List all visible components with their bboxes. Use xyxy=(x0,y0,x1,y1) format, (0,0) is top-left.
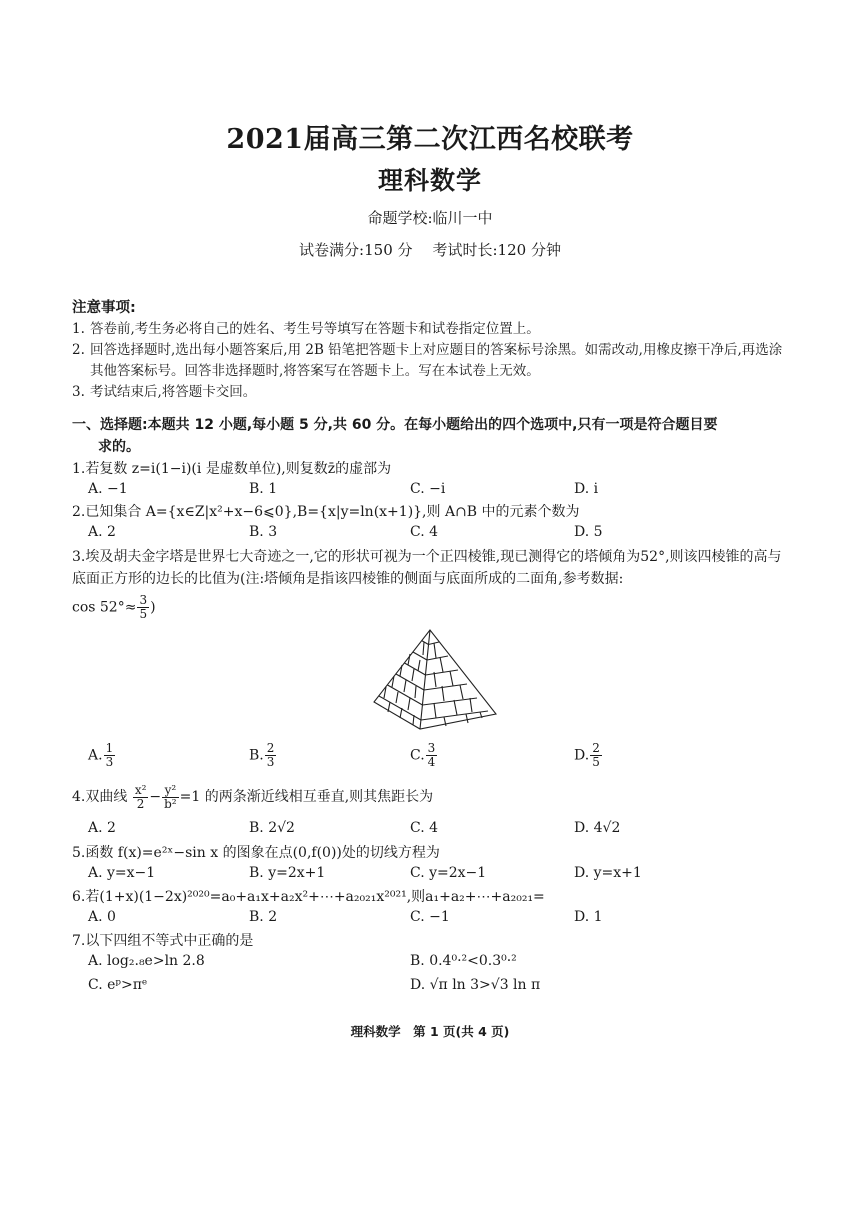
question-4-options xyxy=(88,820,788,840)
option-b: B. 0.4⁰·²<0.3⁰·² xyxy=(410,953,517,969)
question-7-options-row2 xyxy=(88,977,788,997)
option-c: C. 4 xyxy=(410,820,439,836)
option-b: B. 2 xyxy=(249,909,278,925)
question-6-stem: 6.若(1+x)(1−2x)²⁰²⁰=a₀+a₁x+a₂x²+⋯+a₂₀₂₁x²⁰²¹,则a₁+a₂+⋯+a₂₀₂₁= xyxy=(72,889,545,905)
exam-info-line xyxy=(0,239,860,260)
option-a: A. log₂.₈e>ln 2.8 xyxy=(88,953,205,969)
question-5-options xyxy=(88,865,788,885)
option-c: C. eᵖ>πᵉ xyxy=(88,977,148,993)
note-item: 2. 回答选择题时,选出每小题答案后,用 2B 铅笔把答题卡上对应题目的答案标号涂黑。如需改动,用橡皮擦干净后,再选涂其他答案标号。回答非选择题时,将答案写在答题卡上。写在本试卷上无效。 xyxy=(72,342,783,379)
option-a: A. 0 xyxy=(88,909,116,925)
option-b: B. $\frac{2}{3}$ xyxy=(249,741,275,769)
option-a: A. $\frac{1}{3}$ xyxy=(88,741,114,769)
question-6-options xyxy=(88,909,788,929)
question-2-stem: 2.已知集合 A={x∈Z|x²+x−6⩽0},B={x|y=ln(x+1)},则 A∩B 中的元素个数为 xyxy=(72,504,580,520)
hyperbola-y-term: $\frac{\text{y²}}{\text{b²}}$ xyxy=(164,782,177,811)
question-7-stem: 7.以下四组不等式中正确的是 xyxy=(72,933,254,949)
option-d: D. $\frac{2}{5}$ xyxy=(574,741,600,769)
option-b: B. 2√2 xyxy=(249,820,295,836)
option-b: B. y=2x+1 xyxy=(249,865,326,881)
notes-heading: 注意事项: xyxy=(72,300,136,316)
option-d: D. y=x+1 xyxy=(574,865,642,881)
option-d: D. 5 xyxy=(574,524,603,540)
exam-title: 2021届高三第二次江西名校联考 xyxy=(226,124,634,155)
option-a: A. 2 xyxy=(88,820,116,836)
option-c: C. −1 xyxy=(410,909,450,925)
full-score: 试卷满分:150 分 xyxy=(299,241,413,259)
page-footer: 理科数学 第 1 页(共 4 页) xyxy=(350,1024,510,1039)
option-d: D. 1 xyxy=(574,909,603,925)
option-c: C. y=2x−1 xyxy=(410,865,487,881)
question-5-stem: 5.函数 f(x)=e²ˣ−sin x 的图象在点(0,f(0))处的切线方程为 xyxy=(72,845,440,861)
question-3-options xyxy=(88,742,788,776)
option-b: B. 3 xyxy=(249,524,278,540)
option-a: A. 2 xyxy=(88,524,116,540)
question-2-options xyxy=(88,524,788,544)
pyramid-figure xyxy=(368,628,498,732)
section-heading: 一、选择题:本题共 12 小题,每小题 5 分,共 60 分。在每小题给出的四个选项中,只有一项是符合题目要 求的。 xyxy=(72,417,718,455)
question-7-options-row1 xyxy=(88,953,788,973)
question-1-stem: 1.若复数 z=i(1−i)(i 是虚数单位),则复数z̄的虚部为 xyxy=(72,461,392,477)
note-item: 3. 考试结束后,将答题卡交回。 xyxy=(72,384,257,400)
option-d: D. 4√2 xyxy=(574,820,621,836)
question-4-stem: 4.双曲线 $\frac{\text{x²}}{2}$ − $\frac{\text{y²}}{\text{b²}}$ =1 的两条渐近线相互垂直,则其焦距长为 xyxy=(72,782,434,811)
exam-duration: 考试时长:120 分钟 xyxy=(432,241,561,259)
option-a: A. y=x−1 xyxy=(88,865,156,881)
question-1-options xyxy=(88,481,788,501)
option-d: D. i xyxy=(574,481,599,497)
school-line: 命题学校:临川一中 xyxy=(367,209,493,227)
question-3-reference: cos 52°≈ $\frac{3}{5}$ ) xyxy=(72,593,156,621)
question-3-stem: 3.埃及胡夫金字塔是世界七大奇迹之一,它的形状可视为一个正四棱锥,现已测得它的塔倾角为52°,则该四棱锥的高与底面正方形的边长的比值为(注:塔倾角是指该四棱锥的侧面与底面所成的二面角,参考数据: cos 52°≈ $\frac{3}{5}$ ) xyxy=(72,546,792,621)
subject-title: 理科数学 xyxy=(377,166,482,195)
reference-fraction: $\frac{3}{5}$ xyxy=(139,593,148,621)
option-a: A. −1 xyxy=(88,481,128,497)
notes-block xyxy=(72,298,792,403)
option-b: B. 1 xyxy=(249,481,278,497)
option-d: D. √π ln 3>√3 ln π xyxy=(410,977,541,993)
option-c: C. −i xyxy=(410,481,446,497)
note-item: 1. 答卷前,考生务必将自己的姓名、考生号等填写在答题卡和试卷指定位置上。 xyxy=(72,321,540,337)
hyperbola-x-term: $\frac{\text{x²}}{2}$ xyxy=(134,782,147,811)
option-c: C. $\frac{3}{4}$ xyxy=(410,741,436,769)
option-c: C. 4 xyxy=(410,524,439,540)
